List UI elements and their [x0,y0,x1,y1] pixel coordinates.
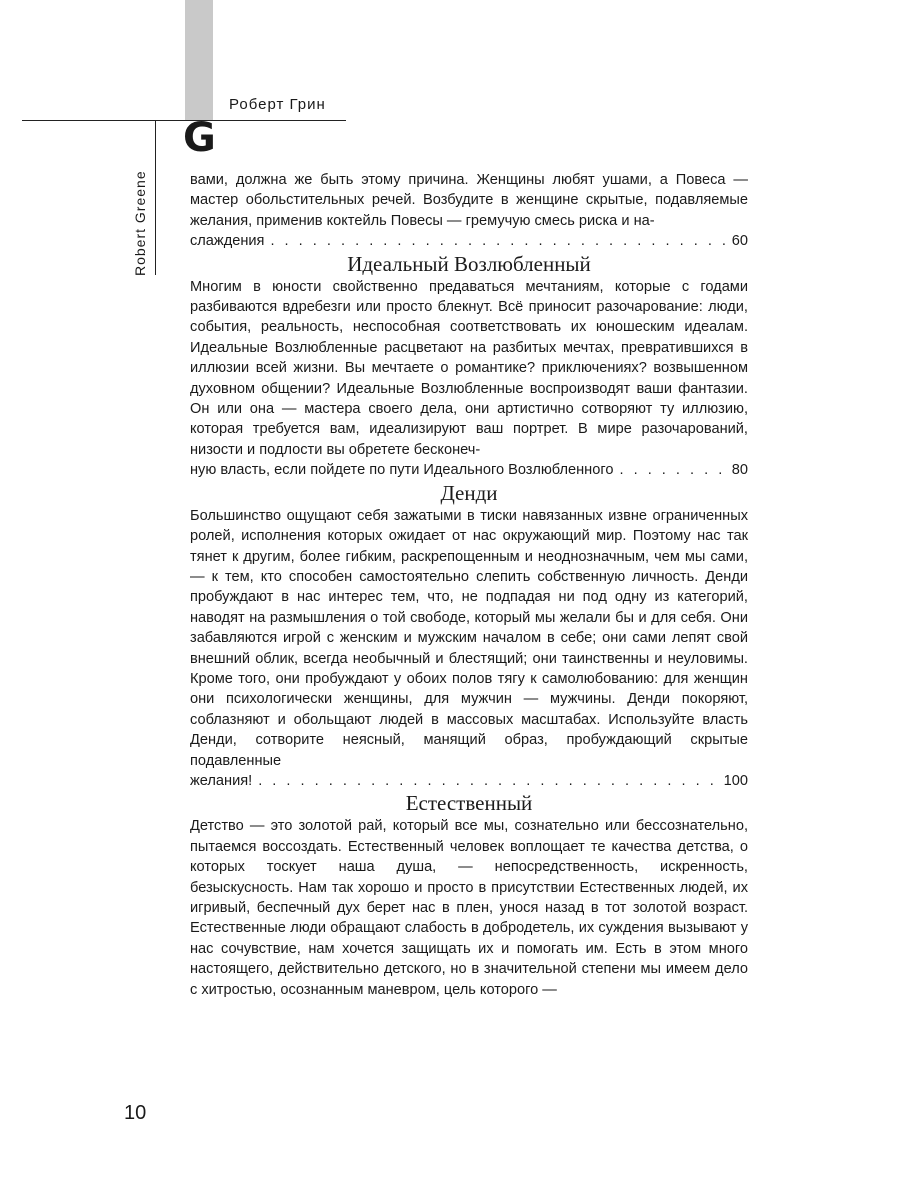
intro-toc-line [190,231,748,251]
dandy-last-line: желания! [190,772,253,789]
dot-leader [619,460,725,480]
g-logo-mark: G [183,115,216,161]
section-text-dandy: Большинство ощущают себя зажатыми в тиски навязанных извне ограниченных ролей, исполнения которых ожидает от нас окружающий мир. Поэтому нас так тянет к другим, более гибким, раскрепощенным и неоднозначным, чем мы сами, — к тем, кто способен самостоятельно слепить собственную личность. Денди пробуждают в нас интерес тем, что, не подпадая ни под одну из категорий, наводят на размышления о той свободе, который мы желали бы и для себя. Они забавляются игрой с женским и мужским началом в себе; они сами лепят свой внешний облик, всегда необычный и блестящий; они таинственны и неуловимы. Кроме того, они пробуждают у обоих полов тягу к самолюбованию: для женщин они психологически женщины, для мужчин — мужчины. Денди покоряют, соблазняют и обольщают людей в массовых масштабах. Используйте власть Денди, сотворите неясный, манящий образ, пробуждающий скрытые подавленные [190,507,748,769]
dot-leader [270,231,725,251]
ideal-lover-last-line: ную власть, если пойдете по пути Идеального Возлюбленного [190,462,614,479]
section-title-ideal-lover: Идеальный Возлюбленный [347,251,591,276]
intro-last-line: слаждения [190,233,265,250]
section-title-dandy: Денди [440,480,498,505]
spine-author-vertical: Robert Greene [132,170,148,276]
dandy-page-ref: 100 [723,772,748,789]
page-content [190,170,748,1000]
ideal-lover-page-ref: 80 [731,462,748,479]
dot-leader [258,771,717,791]
intro-block [190,170,748,252]
decorative-gray-bar [185,0,213,120]
intro-paragraph: вами, должна же быть этому причина. Женщины любят ушами, а Повеса — мастер обольстительных речей. Возбудите в женщине скрытые, подавляемые желания, применив коктейль Повесы — гремучую смесь риска и на- [190,172,748,229]
intro-page-ref: 60 [731,233,748,250]
section-title-natural: Естественный [405,791,533,816]
section-text-ideal-lover: Многим в юности свойственно предаваться мечтаниям, которые с годами разбиваются вдребезги или просто блекнут. Всё приносит разочарование: люди, события, реальность, неспособная соответствовать их юношеским идеалам. Идеальные Возлюбленные расцветают на разбитых мечтах, превратившихся в иллюзии всей жизни. Вы мечтаете о романтике? приключениях? возвышенном духовном общении? Идеальные Возлюбленные воспроизводят ваши фантазии. Он или она — мастера своего дела, они артистично сотворяют ту иллюзию, которая требуется вам, идеализируют ваш портрет. В мире разочарований, низости и подлости вы обретете бесконеч- [190,278,748,458]
dandy-toc-line [190,771,748,791]
running-header-author: Роберт Грин [229,96,326,113]
page-number: 10 [124,1102,147,1124]
section-text-natural: Детство — это золотой рай, который все мы, сознательно или бессознательно, пытаемся воссоздать. Естественный человек воплощает те качества детства, о которых тоскует наша душа, — непосредственность, искренность, безыскусность. Нам так хорошо и просто в присутствии Естественных людей, их игривый, беспечный дух берет нас в плен, унося назад в тот золотой возраст. Естественные люди обращают слабость в добродетель, их суждения вызывают у нас сочувствие, нам хочется защищать их и помогать им. Есть в этом много настоящего, действительно детского, но в значительной степени мы имеем дело с хитростью, осознанным маневром, цель которого — [190,818,748,998]
header-rule-vertical [155,120,156,275]
ideal-lover-toc-line [190,460,748,480]
